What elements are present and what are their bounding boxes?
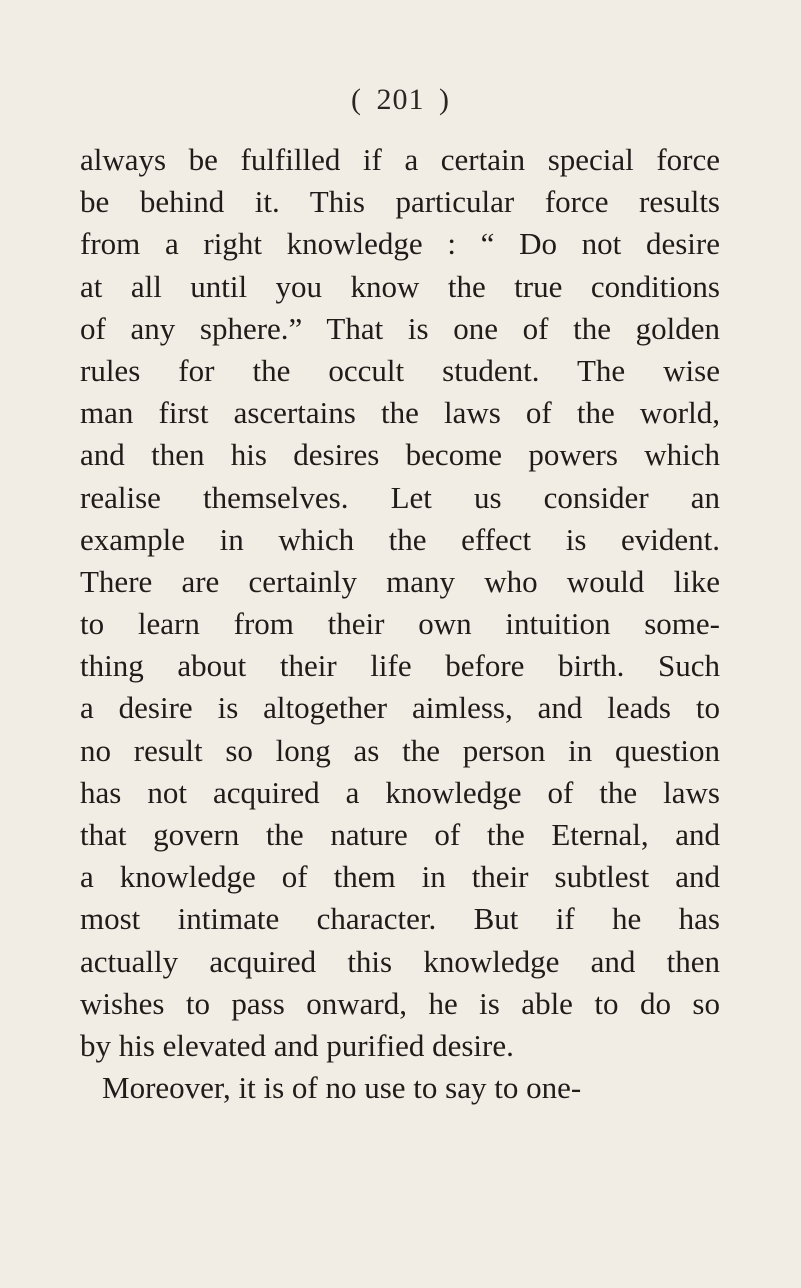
text-line: wishes to pass onward, he is able to do so	[80, 985, 720, 1021]
text-line: a knowledge of them in their subtlest and	[80, 859, 720, 895]
text-line: that govern the nature of the Eternal, and	[80, 817, 720, 852]
text-line: by his elevated and purified desire.	[80, 1027, 514, 1063]
text-line: to learn from their own intuition some-	[80, 606, 720, 642]
text-line: of any sphere.” That is one of the golden	[80, 310, 720, 346]
text-line: no result so long as the person in question	[80, 732, 720, 768]
text-line: rules for the occult student. The wise	[80, 352, 720, 388]
text-line: a desire is altogether aimless, and leads to	[80, 690, 720, 726]
body-text	[80, 139, 720, 1109]
text-line: example in which the effect is evident.	[80, 521, 720, 557]
text-line: at all until you know the true conditions	[80, 268, 720, 304]
text-line: has not acquired a knowledge of the laws	[80, 774, 720, 810]
page-number: ( 201 )	[351, 83, 450, 116]
text-line: always be fulfilled if a certain special force	[80, 142, 720, 177]
text-line: and then his desires become powers which	[80, 437, 720, 473]
text-line: thing about their life before birth. Such	[80, 648, 720, 684]
text-line: be behind it. This particular force results	[80, 184, 720, 220]
text-line: actually acquired this knowledge and then	[80, 943, 720, 979]
text-line: There are certainly many who would like	[80, 563, 720, 599]
text-line: from a right knowledge : “ Do not desire	[80, 226, 720, 262]
text-line: most intimate character. But if he has	[80, 901, 720, 937]
text-line: man first ascertains the laws of the world,	[80, 395, 720, 431]
text-line: Moreover, it is of no use to say to one-	[102, 1070, 582, 1106]
text-line: realise themselves. Let us consider an	[80, 479, 720, 515]
